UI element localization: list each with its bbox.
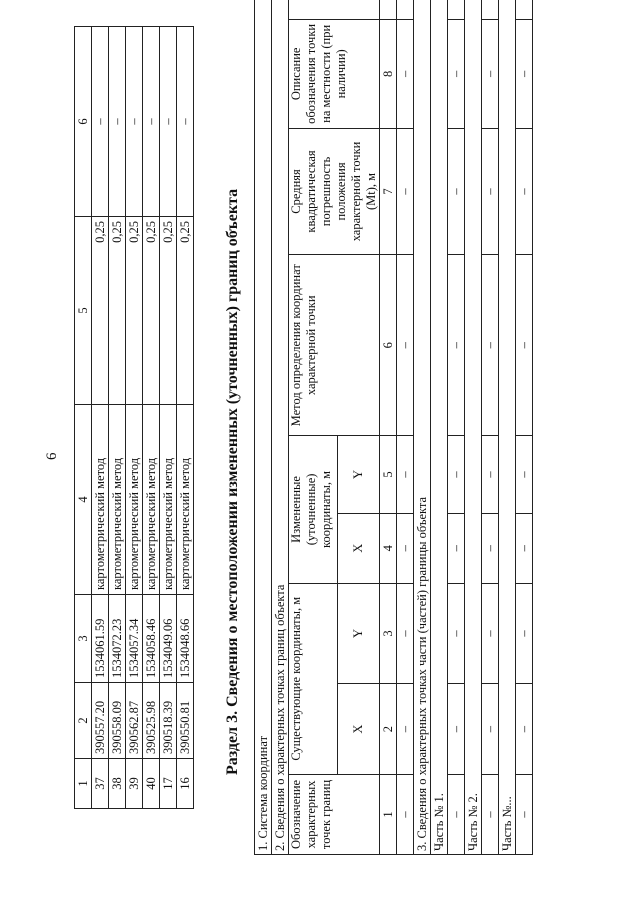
- dash-cell: –: [482, 583, 499, 684]
- dash-cell: –: [482, 684, 499, 774]
- table-cell: –: [177, 27, 194, 217]
- column-number-cell: 1: [380, 774, 397, 854]
- column-number-cell: 5: [380, 436, 397, 514]
- dash-cell: –: [397, 436, 414, 514]
- dash-cell: –: [448, 513, 465, 583]
- table-cell: 1534072.23: [109, 595, 126, 683]
- dash-cell: –: [482, 20, 499, 129]
- header-error: Средняя квадратическая погрешность положения характерной точки (Mt), м: [289, 128, 380, 255]
- dash-cell: –: [516, 436, 533, 514]
- dash-cell: –: [516, 255, 533, 436]
- header-existing: Существующие координаты, м: [289, 583, 338, 774]
- column-number-cell: 8: [380, 20, 397, 129]
- table-cell: 390558.09: [109, 683, 126, 759]
- dash-cell: –: [516, 583, 533, 684]
- column-number-cell: 2: [380, 684, 397, 774]
- table-row: [126, 27, 143, 809]
- section-3-title: Раздел 3. Сведения о местоположении измененных (уточненных) границ объекта: [224, 188, 241, 775]
- page-number: 6: [44, 452, 60, 460]
- column-number-cell: 4: [380, 513, 397, 583]
- column-number-cell: 6: [380, 255, 397, 436]
- dash-cell: –: [397, 255, 414, 436]
- table-row: [109, 27, 126, 809]
- top-table-header-cell: 4: [75, 405, 92, 595]
- dash-cell: –: [448, 20, 465, 129]
- dash-cell: –: [516, 513, 533, 583]
- table-cell: 390550.81: [177, 683, 194, 759]
- header-x2: X: [338, 513, 380, 583]
- table-cell: 1534049.06: [160, 595, 177, 683]
- table-cell: 1534061.59: [92, 595, 109, 683]
- top-table-header-cell: 3: [75, 595, 92, 683]
- table-cell: 1534057.34: [126, 595, 143, 683]
- dash-cell: –: [482, 513, 499, 583]
- table-cell: 39: [126, 759, 143, 809]
- dash-cell: –: [397, 128, 414, 255]
- table-cell: 1534048.66: [177, 595, 194, 683]
- table-cell: –: [92, 27, 109, 217]
- table-cell: картометрический метод: [126, 405, 143, 595]
- table-cell: 17: [160, 759, 177, 809]
- section-3-table: [254, 0, 533, 855]
- table-cell: картометрический метод: [92, 405, 109, 595]
- table-cell: картометрический метод: [109, 405, 126, 595]
- table-row: [177, 27, 194, 809]
- coord-system-label: 1. Система координат: [255, 0, 272, 855]
- table-cell: –: [109, 27, 126, 217]
- table-row: [143, 27, 160, 809]
- header-description: Описание обозначения точки на местности (при наличии): [289, 20, 380, 129]
- table-cell: 38: [109, 759, 126, 809]
- table-cell: картометрический метод: [160, 405, 177, 595]
- top-table-header-cell: 5: [75, 217, 92, 405]
- table-cell: 390557.20: [92, 683, 109, 759]
- dash-cell: –: [516, 20, 533, 129]
- table-cell: 0,25: [143, 217, 160, 405]
- table-cell: 390525.98: [143, 683, 160, 759]
- top-coordinates-table: [74, 26, 194, 809]
- table-cell: 390518.39: [160, 683, 177, 759]
- table-cell: 0,25: [160, 217, 177, 405]
- part-2-label: Часть № 2.: [465, 0, 482, 855]
- table-cell: 0,25: [109, 217, 126, 405]
- header-method: Метод определения координат характерной точки: [289, 255, 380, 436]
- part-n-label: Часть №...: [499, 0, 516, 855]
- header-x: X: [338, 684, 380, 774]
- table-cell: 0,25: [177, 217, 194, 405]
- dash-cell: –: [448, 128, 465, 255]
- dash-cell: –: [397, 774, 414, 854]
- table-row: [160, 27, 177, 809]
- table-cell: 0,25: [92, 217, 109, 405]
- table-cell: 390562.87: [126, 683, 143, 759]
- top-table-header-cell: 1: [75, 759, 92, 809]
- table-cell: картометрический метод: [143, 405, 160, 595]
- dash-cell: –: [516, 774, 533, 854]
- dash-cell: –: [482, 774, 499, 854]
- table-cell: –: [160, 27, 177, 217]
- table-cell: 1534058.46: [143, 595, 160, 683]
- header-y: Y: [338, 583, 380, 684]
- dash-cell: –: [516, 128, 533, 255]
- dash-cell: –: [448, 684, 465, 774]
- table-cell: 40: [143, 759, 160, 809]
- table-cell: –: [143, 27, 160, 217]
- dash-cell: –: [397, 20, 414, 129]
- dash-cell: –: [397, 684, 414, 774]
- dash-cell: –: [482, 436, 499, 514]
- table-cell: 0,25: [126, 217, 143, 405]
- dash-cell: –: [482, 128, 499, 255]
- dash-cell: –: [448, 583, 465, 684]
- column-number-cell: 3: [380, 583, 397, 684]
- table-cell: 37: [92, 759, 109, 809]
- points-subtitle: 2. Сведения о характерных точках границ объекта: [272, 0, 289, 855]
- table-row: [92, 27, 109, 809]
- dash-cell: –: [482, 255, 499, 436]
- table-cell: 16: [177, 759, 194, 809]
- table-cell: –: [126, 27, 143, 217]
- header-changed: Измененные (уточненные) координаты, м: [289, 436, 338, 583]
- header-designation: Обозначение характерных точек границ: [289, 774, 380, 854]
- header-y2: Y: [338, 436, 380, 514]
- part-1-label: Часть № 1.: [431, 0, 448, 855]
- dash-cell: –: [448, 774, 465, 854]
- parts-subtitle: 3. Сведения о характерных точках части (частей) границы объекта: [414, 0, 431, 855]
- top-table-header-cell: 2: [75, 683, 92, 759]
- dash-cell: –: [448, 436, 465, 514]
- dash-cell: –: [516, 684, 533, 774]
- table-cell: картометрический метод: [177, 405, 194, 595]
- dash-cell: –: [397, 513, 414, 583]
- dash-cell: –: [397, 583, 414, 684]
- dash-cell: –: [448, 255, 465, 436]
- top-table-header-cell: 6: [75, 27, 92, 217]
- column-number-cell: 7: [380, 128, 397, 255]
